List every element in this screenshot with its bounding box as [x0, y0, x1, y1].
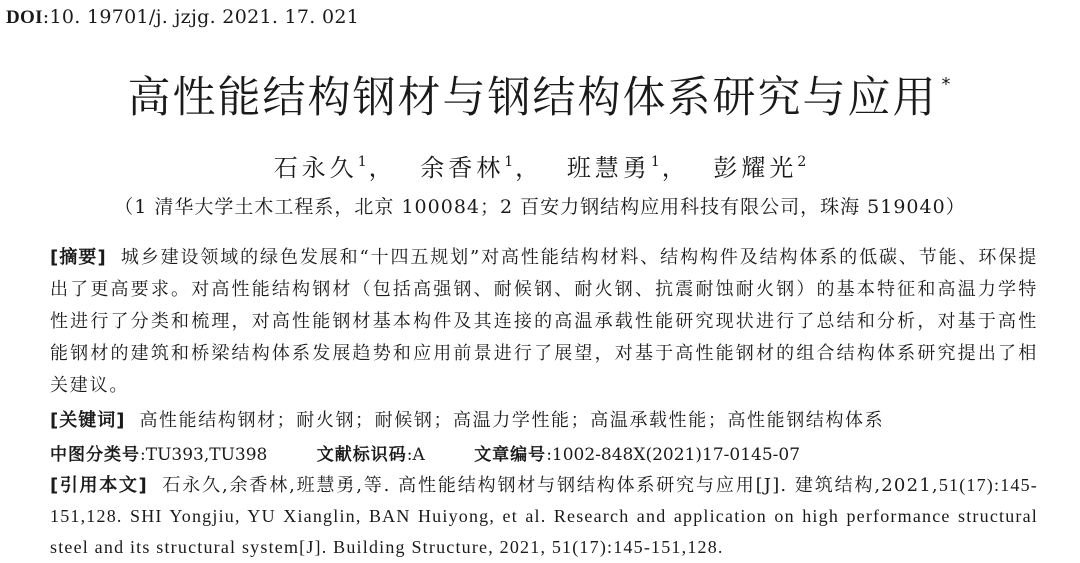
- clc-number: [50, 445, 267, 465]
- author-name: 彭耀光: [713, 154, 798, 182]
- clc-label: 中图分类号: [50, 445, 140, 465]
- keywords-text: 高性能结构钢材；耐火钢；耐候钢；高温力学性能；高温承载性能；高性能钢结构体系: [139, 410, 885, 431]
- doi-line: [6, 6, 359, 29]
- keywords-label: [关键词]: [50, 410, 126, 431]
- author-affil-mark: 1: [504, 154, 514, 170]
- classification-line: [50, 440, 1038, 465]
- author: [274, 154, 409, 182]
- article-number-label: 文章编号: [474, 445, 547, 465]
- article-number-value: :1002-848X(2021)17-0145-07: [546, 445, 801, 465]
- citation: [50, 470, 1038, 563]
- author-separator: ，: [515, 154, 544, 182]
- author-separator: ，: [661, 154, 690, 182]
- doi-label: DOI: [6, 7, 43, 28]
- author-separator: ，: [368, 154, 397, 182]
- title-footnote-mark: *: [941, 74, 953, 95]
- affiliation: （1 清华大学土木工程系，北京 100084；2 百安力钢结构应用科技有限公司，珠海 519040）: [114, 196, 966, 218]
- title-text: 高性能结构钢材与钢结构体系研究与应用: [127, 73, 938, 123]
- document-code: [317, 445, 425, 465]
- author: [420, 154, 555, 182]
- document-code-value: :A: [406, 445, 425, 465]
- author-affil-mark: 1: [650, 154, 660, 170]
- keywords: [50, 406, 1038, 432]
- author-affil-mark: 2: [797, 154, 807, 170]
- document-code-label: 文献标识码: [316, 445, 407, 465]
- clc-value: :TU393,TU398: [140, 445, 268, 465]
- article-number: [474, 445, 800, 465]
- doi-value: :10. 19701/j. jzjg. 2021. 17. 021: [42, 6, 360, 28]
- citation-text-en: 51(17):145-151,128. SHI Yongjiu, YU Xianglin, BAN Huiyong, et al. Research and application on high performance structural steel and its structural system[J]. Building Structure, 2021, 51(17):145-151,128.: [50, 475, 1038, 557]
- author-name: 余香林: [420, 154, 505, 182]
- abstract-text: 城乡建设领域的绿色发展和“十四五规划”对高性能结构材料、结构构件及结构体系的低碳、节能、环保提出了更高要求。对高性能结构钢材（包括高强钢、耐候钢、耐火钢、抗震耐蚀耐火钢）的基本特征和高温力学特性进行了分类和梳理，对高性能钢材基本构件及其连接的高温承载性能研究现状进行了总结和分析，对基于高性能钢材的建筑和桥梁结构体系发展趋势和应用前景进行了展望，对基于高性能钢材的组合结构体系研究提出了相关建议。: [50, 247, 1039, 396]
- author-affil-mark: 1: [357, 154, 367, 170]
- author-name: 班慧勇: [566, 154, 651, 182]
- paper-title: [0, 64, 1080, 125]
- author: [567, 154, 702, 182]
- abstract-label: [摘要]: [50, 247, 107, 268]
- author-list: [0, 148, 1080, 183]
- citation-text-cn: 石永久,余香林,班慧勇,等. 高性能结构钢材与钢结构体系研究与应用[J]. 建筑结构,2021,: [161, 475, 939, 496]
- abstract: [50, 242, 1038, 402]
- author: [713, 154, 806, 182]
- author-name: 石永久: [273, 154, 358, 182]
- citation-label: [引用本文]: [50, 475, 148, 496]
